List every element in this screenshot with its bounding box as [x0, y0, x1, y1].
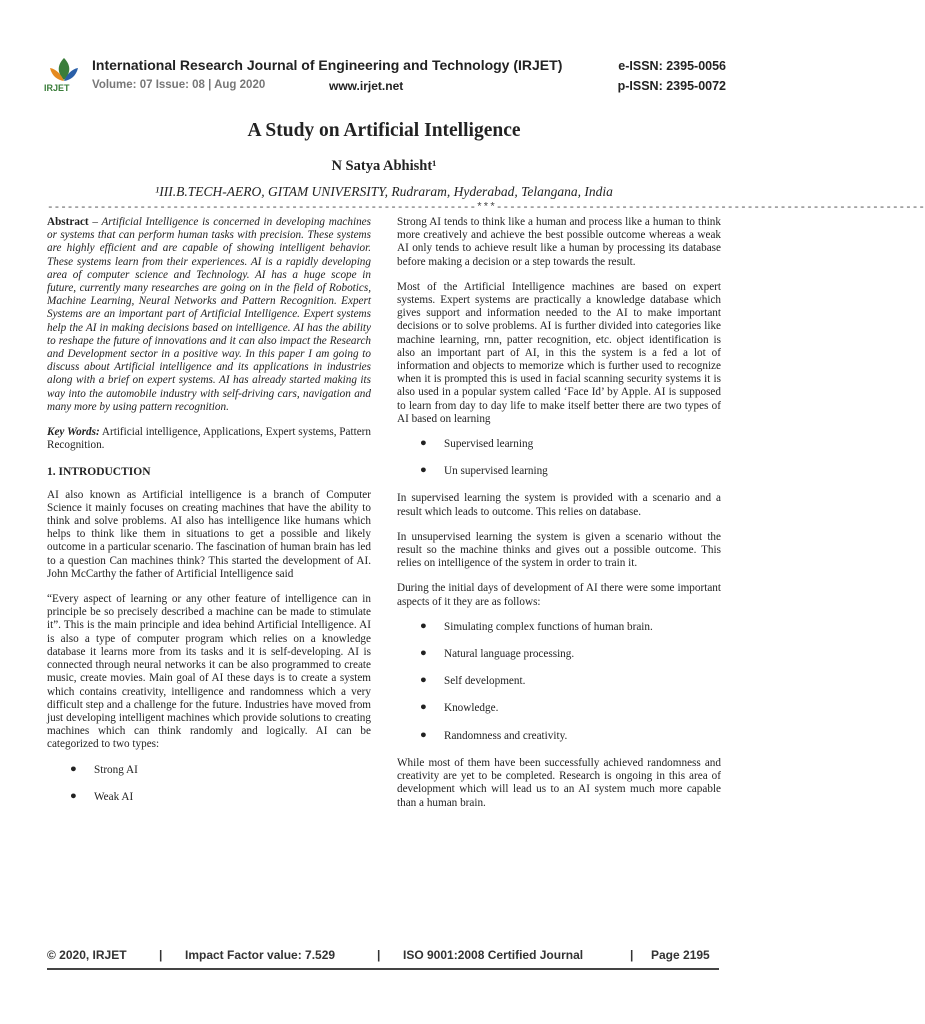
bullet-icon: ●: [70, 762, 77, 775]
footer-copyright: © 2020, IRJET: [47, 948, 127, 962]
list-item: [397, 465, 721, 478]
list-item: [397, 702, 721, 715]
p-issn: p-ISSN: 2395-0072: [617, 79, 726, 93]
list-item-text: Supervised learning: [444, 438, 534, 451]
learning-types-list: [397, 438, 721, 478]
bullet-icon: ●: [420, 701, 427, 714]
abstract: [47, 216, 371, 414]
author-affiliation: ¹III.B.TECH-AERO, GITAM UNIVERSITY, Rudraram, Hyderabad, Telangana, India: [155, 184, 613, 199]
volume-issue: Volume: 07 Issue: 08 | Aug 2020: [92, 79, 266, 91]
footer-divider: |: [630, 948, 634, 962]
list-item-text: Strong AI: [94, 763, 138, 776]
right-paragraph-1: Strong AI tends to think like a human and process like a human to think more creatively and achieve the best possible outcome whereas a weak AI only tends to achieve result like a human by processing its database before making a decision or a step towards the result.: [397, 216, 721, 268]
list-item: [47, 764, 371, 777]
journal-website-link[interactable]: www.irjet.net: [329, 79, 404, 93]
author-name: N Satya Abhisht¹: [331, 158, 437, 174]
list-item-text: Weak AI: [94, 790, 134, 803]
left-column: [47, 216, 371, 818]
logo-text: IRJET: [44, 83, 70, 93]
bullet-icon: ●: [420, 464, 427, 477]
paper-title: A Study on Artificial Intelligence: [247, 120, 521, 141]
abstract-label: Abstract: [47, 216, 89, 228]
keywords-label: Key Words:: [47, 426, 100, 439]
bullet-icon: ●: [420, 728, 427, 741]
keywords-text: Artificial intelligence, Applications, Expert systems, Pattern Recognition.: [47, 426, 371, 452]
footer-divider: |: [159, 948, 163, 962]
bullet-icon: ●: [420, 647, 427, 660]
list-item: [397, 675, 721, 688]
list-item: [397, 648, 721, 661]
list-item-text: Knowledge.: [444, 702, 499, 715]
footer-page-number: Page 2195: [651, 948, 710, 962]
right-paragraph-6: While most of them have been successfully achieved randomness and creativity are yet to be completed. Research is ongoing in this area of development which will lead us to an AI system much more capable than a human brain.: [397, 756, 721, 809]
list-item-text: Natural language processing.: [444, 648, 575, 661]
aspects-list: [397, 621, 721, 743]
footer-impact-factor: Impact Factor value: 7.529: [185, 948, 336, 962]
footer-iso: ISO 9001:2008 Certified Journal: [403, 948, 584, 962]
list-item-text: Simulating complex functions of human brain.: [444, 620, 653, 633]
section-separator: -----------------------------------------------------------------***-----------------------------------------------------------------: [47, 202, 925, 214]
list-item-text: Randomness and creativity.: [444, 729, 568, 742]
journal-header: [44, 52, 726, 96]
ai-types-list: [47, 764, 371, 804]
bullet-icon: ●: [420, 674, 427, 687]
right-column: [397, 216, 721, 819]
footer-rule: [47, 968, 719, 970]
abstract-text: – Artificial Intelligence is concerned in developing machines or systems that can perform human tasks with precision. These systems are highly efficient and are capable of showing intelligent behavior. These systems learn from their experiences. AI is a rapidly developing area of computer science and Technology. AI has a huge scope in future, currently many researches are going on in the field of Robotics, Machine Learning, Neural Networks and Pattern Recognition. Expert Systems are an important part of Artificial Intelligence. Expert systems help the AI in making decisions based on intelligence. AI has the ability to reshape the future of innovations and it can also impact the Research and Development sector in a positive way. In this paper I am going to discuss about Artificial intelligence and its applications in industries along with a brief on expert systems. AI has already started making its way into the automobile industry with self-driving cars, navigation and many more by using pattern recognition.: [47, 216, 371, 413]
e-issn: e-ISSN: 2395-0056: [618, 59, 726, 73]
right-paragraph-3: In supervised learning the system is provided with a scenario and a result which leads to outcome. This relies on database.: [397, 492, 721, 518]
right-paragraph-4: In unsupervised learning the system is given a scenario without the result so the machine thinks and gives out a possible outcome. This relies on intelligence of the system in order to train it.: [397, 530, 721, 570]
journal-title: International Research Journal of Engineering and Technology (IRJET): [92, 57, 563, 73]
bullet-icon: ●: [70, 789, 77, 802]
list-item: [397, 621, 721, 634]
list-item-text: Un supervised learning: [444, 465, 548, 478]
intro-paragraph-2: “Every aspect of learning or any other feature of intelligence can in principle be so precisely described a machine can be made to stimulate it”. This is the main principle and idea behind Artificial Intelligence. AI is also a type of computer program which relies on a knowledge database it learns more from its tasks and it is self-developing. AI is connected through neural networks it can be also programmed to create music, create movies. Main goal of AI these days is to create a system which contains creativity, intelligence and randomness which a very difficult step and a challenge for the future. Industries have moved from just developing intelligent machines which provide solutions to creating machines which can think randomly and logically. AI can be categorized to two types:: [47, 593, 371, 751]
list-item: [397, 730, 721, 743]
intro-paragraph-1: AI also known as Artificial intelligence is a branch of Computer Science it mainly focuses on creating machines that have the ability to think and solve problems. AI also has intelligence like humans which helps to think like them in situations to get a possible and likely outcome in a particular scenario. The fascination of human brain has led to a question Can machines think? This started the development of AI. John McCarthy the father of Artificial Intelligence said: [47, 488, 371, 580]
bullet-icon: ●: [420, 619, 427, 632]
footer-divider: |: [377, 948, 381, 962]
keywords: [47, 426, 371, 452]
section-heading-introduction: 1. INTRODUCTION: [47, 466, 151, 479]
right-paragraph-5: During the initial days of development of AI there were some important aspects of it they are as follows:: [397, 582, 721, 608]
list-item: [397, 438, 721, 451]
list-item: [47, 791, 371, 804]
list-item-text: Self development.: [444, 675, 526, 688]
right-paragraph-2: Most of the Artificial Intelligence machines are based on expert systems. Expert systems are practically a knowledge database which gives support and information needed to the AI to make important decisions or to solve problems. AI is further divided into categories like machine learning, rnn, patter recognition, etc. object identification is also an important part of AI, in this the system is a fed a lot of information and objects to memorize which is further used to recognize when it is prompted this is used in facial scanning security systems it is also used in a popular system called ‘Face Id’ by Apple. AI is supposed to learn from day to day life to make itself better there are two types of AI based on learning: [397, 280, 721, 425]
bullet-icon: ●: [420, 437, 427, 450]
